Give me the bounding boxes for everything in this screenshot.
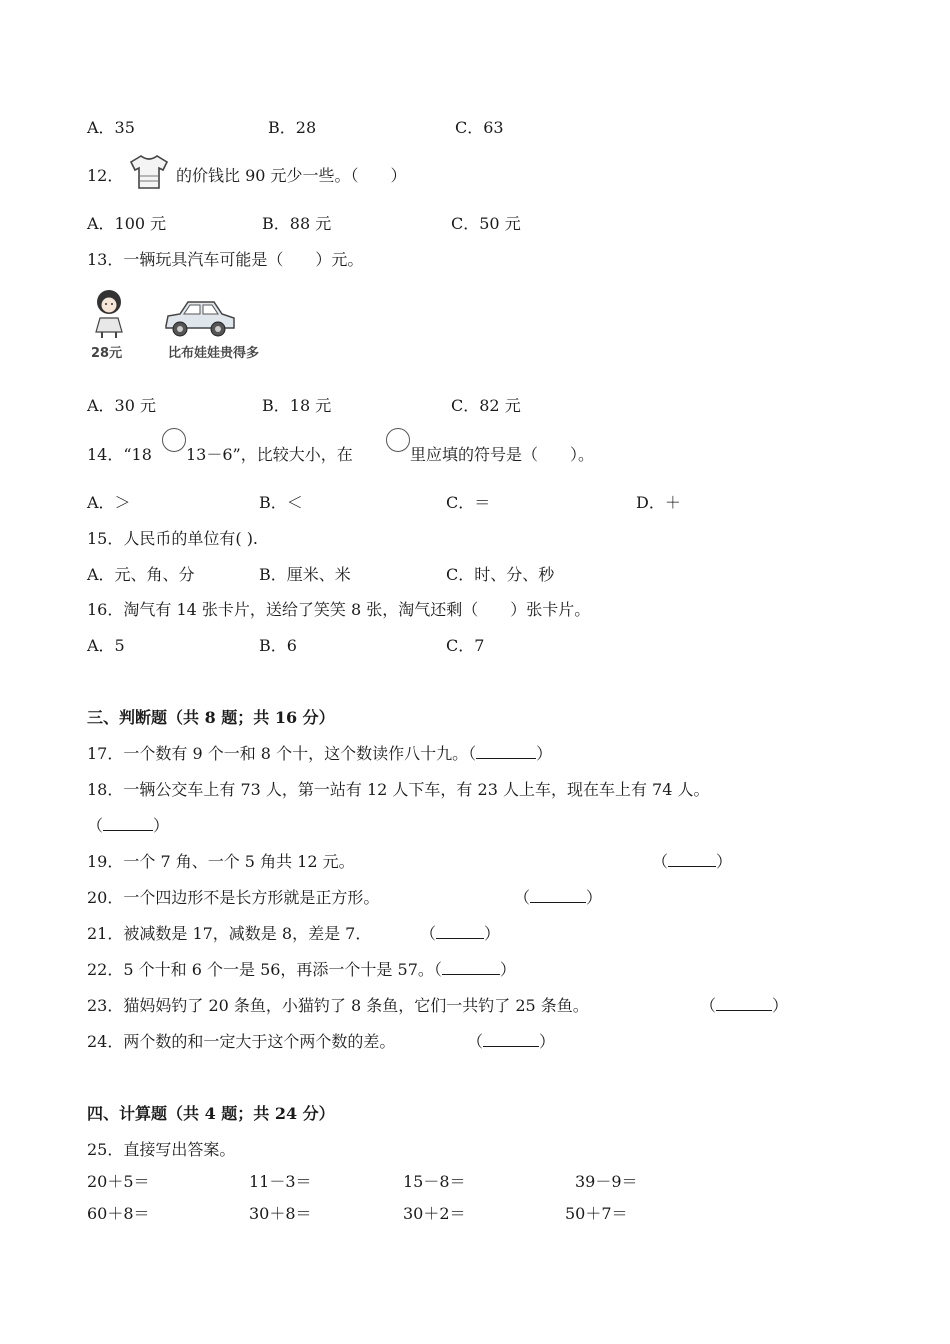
q17-answer-blank[interactable] xyxy=(476,744,536,759)
paren-close: ） xyxy=(539,1032,556,1051)
paren-open: （ xyxy=(420,924,437,943)
toy-car-icon xyxy=(160,296,240,340)
q11-option-a: A．35 xyxy=(87,118,135,137)
doll-icon xyxy=(88,288,130,340)
q16-option-a: A．5 xyxy=(87,636,125,655)
section-4-title: 四、计算题（共 4 题；共 24 分） xyxy=(87,1104,335,1123)
q14-option-a: A．＞ xyxy=(87,493,131,512)
paren-open: （ xyxy=(652,852,669,871)
q20-answer-blank[interactable] xyxy=(530,888,586,903)
q14-circle-2 xyxy=(386,428,410,452)
q22-text: 22．5 个十和 6 个一是 56，再添一个十是 57。（ xyxy=(87,960,442,979)
q18-answer-blank[interactable] xyxy=(103,816,153,831)
calc-row-2-item: 50＋7＝ xyxy=(565,1204,628,1223)
q11-option-b: B．28 xyxy=(268,118,317,137)
paren-close: ） xyxy=(716,852,733,871)
section-3-title: 三、判断题（共 8 题；共 16 分） xyxy=(87,708,335,727)
q14-part1: 14．“18 xyxy=(87,445,152,464)
q16-option-b: B．6 xyxy=(259,636,297,655)
calc-row-1-item: 15－8＝ xyxy=(403,1172,466,1191)
calc-row-1-item: 20＋5＝ xyxy=(87,1172,150,1191)
q19-answer xyxy=(652,852,732,872)
paren-open: （ xyxy=(467,1032,484,1051)
q12-number: 12． xyxy=(87,166,124,185)
paren-close: ） xyxy=(499,960,516,979)
q11-option-c: C．63 xyxy=(455,118,504,137)
q12-option-b: B．88 元 xyxy=(262,214,332,233)
q13-option-a: A．30 元 xyxy=(87,396,157,415)
doll-price: 28元 xyxy=(91,346,123,361)
q14-option-c: C．＝ xyxy=(446,493,491,512)
paren-close: ） xyxy=(536,744,553,763)
q15-option-c: C．时、分、秒 xyxy=(446,565,555,584)
q13-text: 13．一辆玩具汽车可能是（ ）元。 xyxy=(87,250,364,269)
calc-row-2-item: 60＋8＝ xyxy=(87,1204,150,1223)
calc-row-2-item: 30＋2＝ xyxy=(403,1204,466,1223)
q16-text: 16．淘气有 14 张卡片，送给了笑笑 8 张，淘气还剩（ ）张卡片。 xyxy=(87,600,591,619)
q24-answer-blank[interactable] xyxy=(483,1032,539,1047)
q17 xyxy=(87,744,552,764)
tshirt-icon xyxy=(127,152,171,192)
q18-text: 18．一辆公交车上有 73 人，第一站有 12 人下车，有 23 人上车，现在车上有 74 人。 xyxy=(87,780,710,799)
paren-close: ） xyxy=(586,888,603,907)
q19-answer-blank[interactable] xyxy=(668,852,716,867)
q23-text: 23．猫妈妈钓了 20 条鱼，小猫钓了 8 条鱼，它们一共钓了 25 条鱼。 xyxy=(87,996,589,1015)
calc-row-1-item: 11－3＝ xyxy=(249,1172,312,1191)
q25-text: 25．直接写出答案。 xyxy=(87,1140,236,1159)
q15-text: 15．人民币的单位有( ). xyxy=(87,529,259,548)
q14-circle-1 xyxy=(162,428,186,452)
paren-close: ） xyxy=(772,996,789,1015)
q14-option-b: B．＜ xyxy=(259,493,303,512)
q19-text: 19．一个 7 角、一个 5 角共 12 元。 xyxy=(87,852,355,871)
paren-close: ） xyxy=(484,924,501,943)
q13-option-c: C．82 元 xyxy=(451,396,521,415)
q15-option-b: B．厘米、米 xyxy=(259,565,351,584)
q21-text: 21．被减数是 17，减数是 8，差是 7． xyxy=(87,924,372,943)
q12-option-c: C．50 元 xyxy=(451,214,521,233)
paren-close: ） xyxy=(153,816,170,835)
q24-answer xyxy=(467,1032,555,1052)
q24-text: 24．两个数的和一定大于这个两个数的差。 xyxy=(87,1032,396,1051)
q12-text: 的价钱比 90 元少一些。（ ） xyxy=(176,166,407,185)
q18-answer xyxy=(87,816,169,836)
q12-option-a: A．100 元 xyxy=(87,214,167,233)
calc-row-1-item: 39－9＝ xyxy=(575,1172,638,1191)
q14-part2: 13－6”，比较大小，在 xyxy=(186,445,353,464)
car-caption: 比布娃娃贵得多 xyxy=(168,346,260,361)
q15-option-a: A．元、角、分 xyxy=(87,565,195,584)
calc-row-2-item: 30＋8＝ xyxy=(249,1204,312,1223)
q21-answer xyxy=(420,924,500,944)
paren-open: （ xyxy=(87,816,104,835)
q22 xyxy=(87,960,516,980)
q13-option-b: B．18 元 xyxy=(262,396,332,415)
paren-open: （ xyxy=(700,996,717,1015)
q23-answer xyxy=(700,996,788,1016)
q20-text: 20．一个四边形不是长方形就是正方形。 xyxy=(87,888,380,907)
q16-option-c: C．7 xyxy=(446,636,485,655)
q17-text: 17．一个数有 9 个一和 8 个十，这个数读作八十九。（ xyxy=(87,744,477,763)
q23-answer-blank[interactable] xyxy=(716,996,772,1011)
q20-answer xyxy=(514,888,602,908)
q21-answer-blank[interactable] xyxy=(436,924,484,939)
q14-part3: 里应填的符号是（ ）。 xyxy=(410,445,595,464)
q14-option-d: D．＋ xyxy=(636,493,681,512)
q22-answer-blank[interactable] xyxy=(442,960,500,975)
paren-open: （ xyxy=(514,888,531,907)
